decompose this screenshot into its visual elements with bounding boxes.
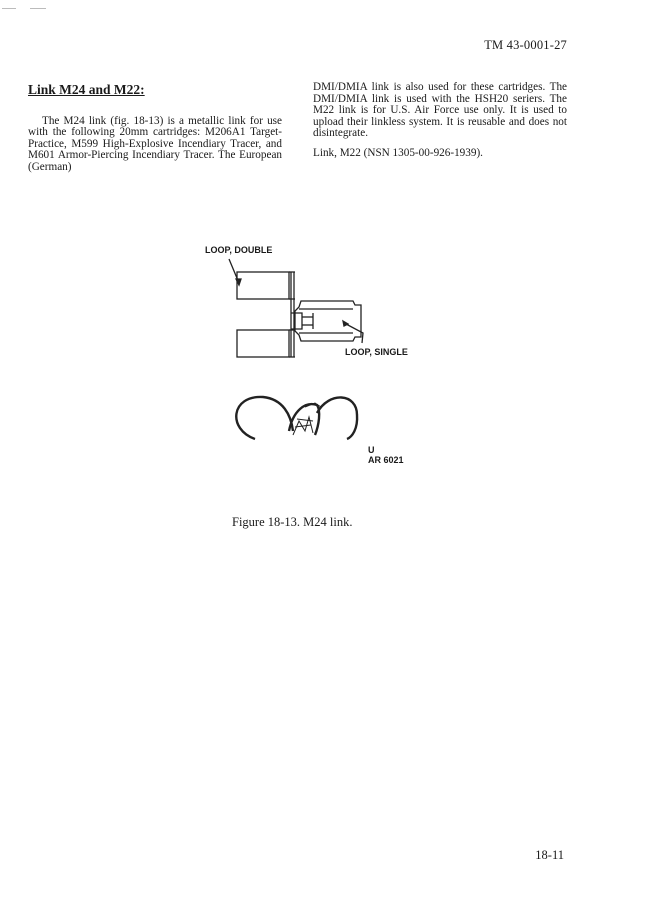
section-heading: Link M24 and M22:: [28, 82, 145, 97]
scan-mark-1: [2, 8, 16, 9]
scan-mark-2: [30, 8, 46, 9]
link-drawing: [205, 235, 445, 495]
page-number: 18-11: [535, 848, 564, 862]
body-paragraph: The M24 link (fig. 18-13) is a metallic link for use with the following 20mm cartridges: M206A1 Target-Practice, M599 High-Explosive Incendiary Tracer, and M601 Armor-Piercing Incendiary Tracer. The European (German): [28, 114, 282, 173]
label-loop-double: LOOP, DOUBLE: [205, 245, 273, 255]
left-column: [28, 84, 282, 174]
right-column: [313, 82, 567, 160]
m24-link-figure: [205, 235, 445, 495]
link-arc-right: [317, 397, 357, 439]
nsn-paragraph: Link, M22 (NSN 1305-00-926-1939).: [313, 146, 483, 159]
link-arc-left: [236, 397, 293, 439]
document-id: TM 43-0001-27: [484, 38, 567, 52]
label-ar-number: AR 6021: [368, 455, 404, 465]
label-loop-single: LOOP, SINGLE: [345, 347, 408, 357]
label-u: U: [368, 445, 375, 455]
figure-caption: Figure 18-13. M24 link.: [232, 515, 353, 529]
body-paragraph-continued: DMI/DMIA link is also used for these cartridges. The DMI/DMIA link is used with the HSH20 seriers. The M22 link is for U.S. Air Force use only. It is used to upload their linkless system. It is reusable and does not disintegrate.: [313, 81, 567, 140]
double-loop-lower: [237, 330, 289, 357]
double-loop-upper: [237, 272, 289, 299]
single-loop: [295, 301, 361, 341]
